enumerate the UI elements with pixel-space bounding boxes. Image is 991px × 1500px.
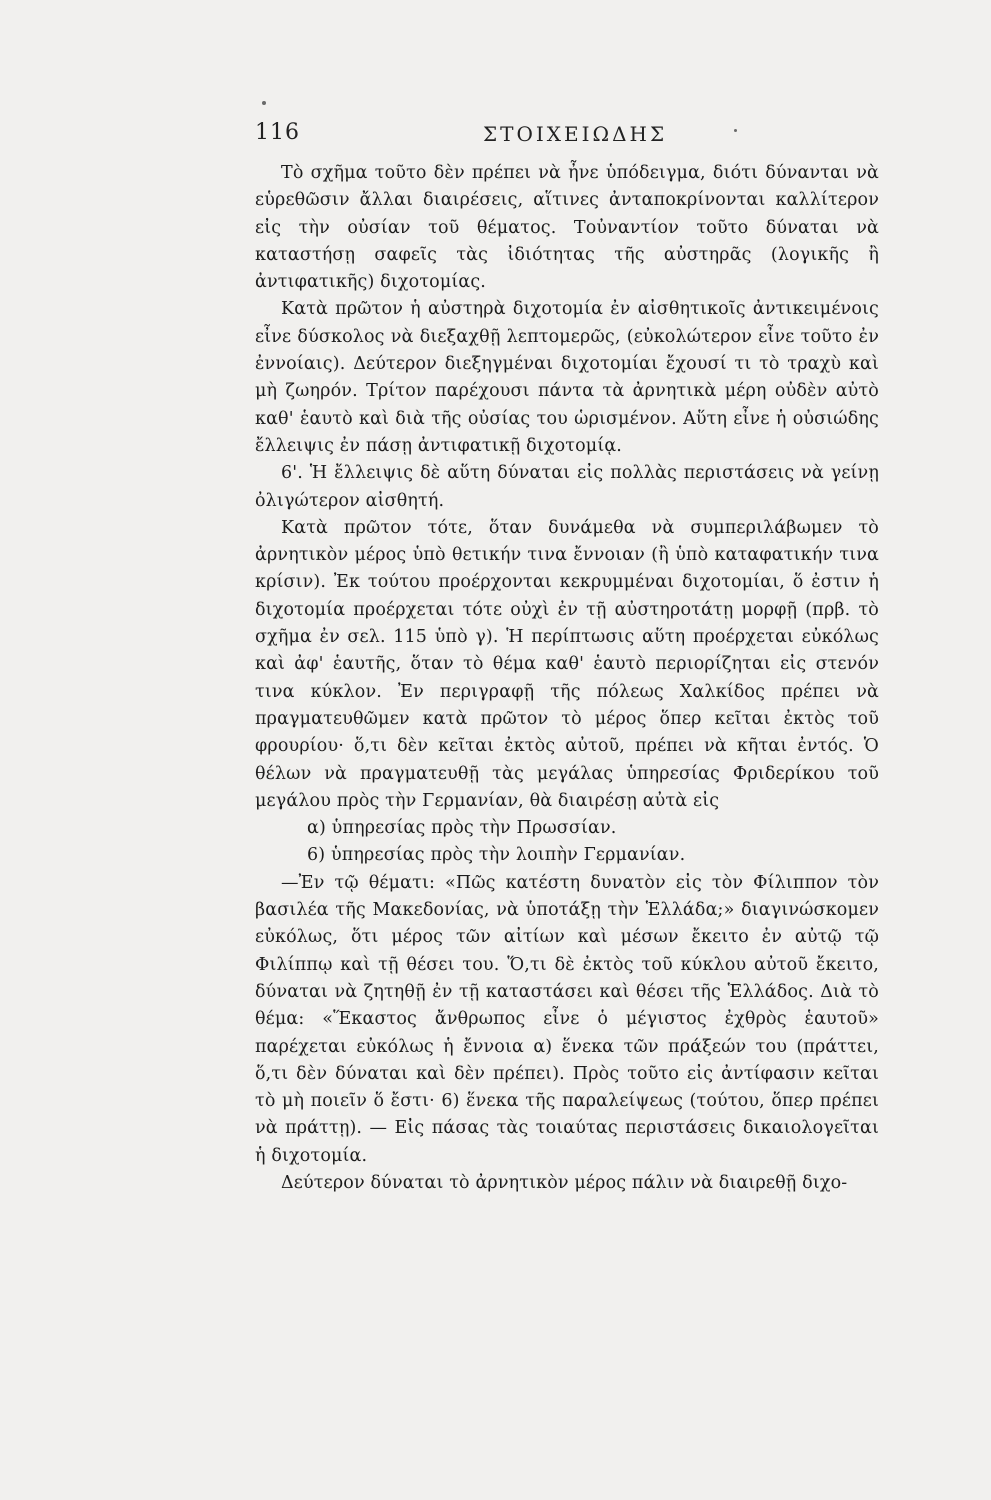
paragraph: 6'. Ἡ ἔλλειψις δὲ αὕτη δύναται εἰς πολλὰς περιστάσεις νὰ γείνῃ ὀλιγώτερον αἰσθητή. xyxy=(255,463,879,511)
paper-speck xyxy=(734,129,737,132)
body-text xyxy=(255,160,879,1197)
paragraph: Τὸ σχῆμα τοῦτο δὲν πρέπει νὰ ἦνε ὑπόδειγμα, διότι δύνανται νὰ εὑρεθῶσιν ἄλλαι διαιρέσεις, αἵτινες ἀνταποκρίνονται καλλίτερον εἰς τὴν οὐσίαν τοῦ θέματος. Τοὐναντίον τοῦτο δύναται νὰ καταστήσῃ σαφεῖς τὰς ἰδιότητας τῆς αὐστηρᾶς (λογικῆς ἢ ἀντιφατικῆς) διχοτομίας. xyxy=(255,163,879,293)
list-item: 6) ὑπηρεσίας πρὸς τὴν λοιπὴν Γερμανίαν. xyxy=(307,845,686,866)
list-item: α) ὑπηρεσίας πρὸς τὴν Πρωσσίαν. xyxy=(307,818,617,839)
paragraph: Δεύτερον δύναται τὸ ἀρνητικὸν μέρος πάλιν νὰ διαιρεθῇ διχο- xyxy=(281,1172,848,1193)
paragraph: Κατὰ πρῶτον ἡ αὐστηρὰ διχοτομία ἐν αἰσθητικοῖς ἀντικειμένοις εἶνε δύσκολος νὰ διεξαχθῇ λεπτομερῶς, (εὐκολώτερον εἶνε τοῦτο ἐν ἐννοίαις). Δεύτερον διεξηγμέναι διχοτομίαι ἔχουσί τι τὸ τραχὺ καὶ μὴ ζωηρόν. Τρίτον παρέχουσι πάντα τὰ ἀρνητικὰ μέρη οὐδὲν αὐτὸ καθ' ἑαυτὸ καὶ διὰ τῆς οὐσίας του ὡρισμένον. Αὕτη εἶνε ἡ οὐσιώδης ἔλλειψις ἐν πάσῃ ἀντιφατικῇ διχοτομίᾳ. xyxy=(255,299,879,456)
page-header xyxy=(255,120,880,156)
page-number: 116 xyxy=(255,120,300,145)
paragraph: Κατὰ πρῶτον τότε, ὅταν δυνάμεθα νὰ συμπεριλάβωμεν τὸ ἀρνητικὸν μέρος ὑπὸ θετικήν τινα ἔννοιαν (ἢ ὑπὸ καταφατικήν τινα κρίσιν). Ἐκ τούτου προέρχονται κεκρυμμέναι διχοτομίαι, ὅ ἐστιν ἡ διχοτομία προέρχεται τότε οὐχὶ ἐν τῇ αὐστηροτάτῃ μορφῇ (πρβ. τὸ σχῆμα ἐν σελ. 115 ὑπὸ γ). Ἡ περίπτωσις αὕτη προέρχεται εὐκόλως καὶ ἀφ' ἑαυτῆς, ὅταν τὸ θέμα καθ' ἑαυτὸ περιορίζηται εἰς στενόν τινα κύκλον. Ἐν περιγραφῇ τῆς πόλεως Χαλκίδος πρέπει νὰ πραγματευθῶμεν κατὰ πρῶτον τὸ μέρος ὅπερ κεῖται ἐκτὸς τοῦ φρουρίου· ὅ,τι δὲν κεῖται ἐκτὸς αὐτοῦ, πρέπει νὰ κῆται ἐντός. Ὁ θέλων νὰ πραγματευθῇ τὰς μεγάλας ὑπηρεσίας Φριδερίκου τοῦ μεγάλου πρὸς τὴν Γερμανίαν, θὰ διαιρέσῃ αὐτὰ εἰς xyxy=(255,517,879,811)
paragraph: —Ἐν τῷ θέματι: «Πῶς κατέστη δυνατὸν εἰς τὸν Φίλιππον τὸν βασιλέα τῆς Μακεδονίας, νὰ ὑποτάξῃ τὴν Ἑλλάδα;» διαγινώσκομεν εὐκόλως, ὅτι μέρος τῶν αἰτίων καὶ μέσων ἔκειτο ἐν αὐτῷ τῷ Φιλίππῳ καὶ τῇ θέσει του. Ὅ,τι δὲ ἐκτὸς τοῦ κύκλου αὐτοῦ ἔκειτο, δύναται νὰ ζητηθῇ ἐν τῇ καταστάσει καὶ θέσει τῆς Ἑλλάδος. Διὰ τὸ θέμα: «Ἕκαστος ἄνθρωπος εἶνε ὁ μέγιστος ἐχθρὸς ἑαυτοῦ» παρέχεται εὐκόλως ἡ ἔννοια α) ἕνεκα τῶν πράξεών του (πράττει, ὅ,τι δὲν δύναται καὶ δὲν πρέπει). Πρὸς τοῦτο εἰς ἀντίφασιν κεῖται τὸ μὴ ποιεῖν ὅ ἔστι· 6) ἕνεκα τῆς παραλείψεως (τούτου, ὅπερ πρέπει νὰ πράττῃ). — Εἰς πάσας τὰς τοιαύτας περιστάσεις δικαιολογεῖται ἡ διχοτομία. xyxy=(255,872,879,1166)
paper-speck xyxy=(262,101,266,105)
running-head: ΣΤΟΙΧΕΙΩΔΗΣ xyxy=(483,122,668,146)
